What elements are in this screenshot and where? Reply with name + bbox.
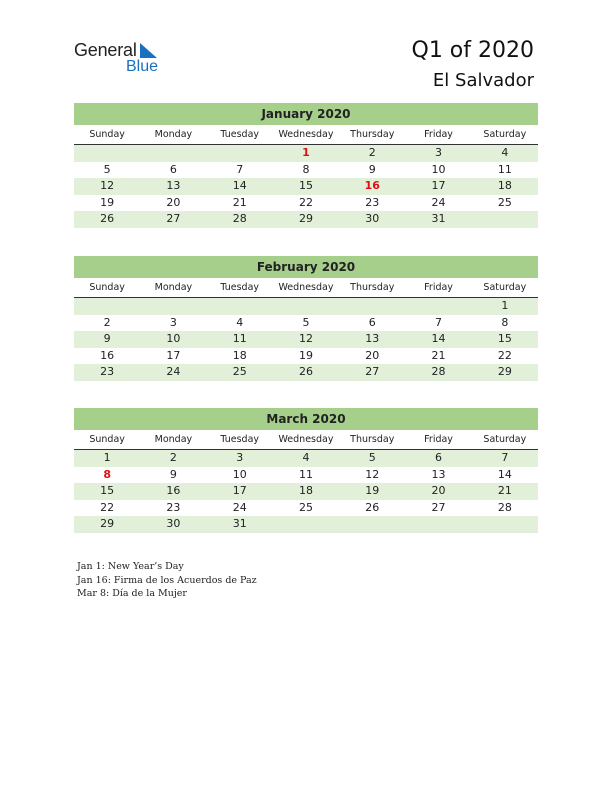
day-cell: 20 xyxy=(166,195,181,209)
day-cell: 10 xyxy=(431,162,446,176)
day-cell: 3 xyxy=(169,315,177,329)
day-cell: 29 xyxy=(298,212,313,226)
weekday-label: Monday xyxy=(154,434,193,445)
day-cell: 12 xyxy=(100,179,115,193)
day-cell: 8 xyxy=(103,467,111,481)
day-cell: 23 xyxy=(365,195,380,209)
month-january xyxy=(74,103,538,228)
day-cell: 22 xyxy=(100,500,115,514)
day-cell: 23 xyxy=(166,500,181,514)
day-cell: 14 xyxy=(431,332,446,346)
empty-day-cell xyxy=(405,516,471,533)
holiday-note: Mar 8: Día de la Mujer xyxy=(77,588,187,599)
page-title: Q1 of 2020 xyxy=(411,38,534,63)
day-cell: 7 xyxy=(435,315,443,329)
day-cell: 22 xyxy=(497,348,512,362)
day-cell: 5 xyxy=(103,162,111,176)
day-cell: 23 xyxy=(100,365,115,379)
day-cell: 3 xyxy=(236,451,244,464)
holiday-note: Jan 1: New Year’s Day xyxy=(77,561,184,572)
weekday-label: Thursday xyxy=(350,434,395,445)
week-row xyxy=(74,211,538,228)
day-cell: 11 xyxy=(497,162,512,176)
day-cell: 2 xyxy=(368,146,376,159)
empty-day-cell xyxy=(339,298,405,315)
day-cell: 6 xyxy=(368,315,376,329)
day-cell: 21 xyxy=(431,348,446,362)
month-header: March 2020 xyxy=(74,408,538,430)
day-cell: 2 xyxy=(103,315,111,329)
day-cell: 3 xyxy=(435,146,443,159)
weekday-label: Sunday xyxy=(89,434,125,445)
day-cell: 31 xyxy=(431,212,446,226)
weekday-row xyxy=(74,125,538,145)
weekday-label: Friday xyxy=(424,129,453,140)
weekday-label: Saturday xyxy=(483,129,527,140)
day-cell: 7 xyxy=(236,162,244,176)
day-cell: 20 xyxy=(431,484,446,498)
week-row xyxy=(74,331,538,348)
day-cell: 13 xyxy=(365,332,380,346)
day-cell: 10 xyxy=(166,332,181,346)
day-cell: 26 xyxy=(298,365,313,379)
day-cell: 2 xyxy=(169,451,177,464)
week-row xyxy=(74,298,538,315)
month-weeks xyxy=(74,298,538,381)
day-cell: 12 xyxy=(298,332,313,346)
day-cell: 26 xyxy=(365,500,380,514)
day-cell: 25 xyxy=(497,195,512,209)
day-cell: 27 xyxy=(431,500,446,514)
day-cell: 13 xyxy=(431,467,446,481)
week-row xyxy=(74,483,538,500)
day-cell: 5 xyxy=(302,315,310,329)
day-cell: 24 xyxy=(431,195,446,209)
empty-day-cell xyxy=(273,298,339,315)
day-cell: 6 xyxy=(435,451,443,464)
weekday-label: Monday xyxy=(154,282,193,293)
day-cell: 17 xyxy=(431,179,446,193)
logo-blue-text: Blue xyxy=(126,58,159,75)
weekday-label: Tuesday xyxy=(220,129,260,140)
day-cell: 1 xyxy=(103,451,111,464)
weekday-label: Saturday xyxy=(483,282,527,293)
day-cell: 6 xyxy=(169,162,177,176)
weekday-label: Sunday xyxy=(89,282,125,293)
day-cell: 20 xyxy=(365,348,380,362)
day-cell: 9 xyxy=(103,332,111,346)
day-cell: 1 xyxy=(302,146,310,159)
day-cell: 4 xyxy=(501,146,509,159)
weekday-label: Friday xyxy=(424,434,453,445)
day-cell: 4 xyxy=(236,315,244,329)
weekday-label: Sunday xyxy=(89,129,125,140)
weekday-label: Thursday xyxy=(350,129,395,140)
weekday-label: Saturday xyxy=(483,434,527,445)
day-cell: 25 xyxy=(232,365,247,379)
day-cell: 5 xyxy=(368,451,376,464)
day-cell: 10 xyxy=(232,467,247,481)
day-cell: 29 xyxy=(497,365,512,379)
day-cell: 26 xyxy=(100,212,115,226)
month-header: February 2020 xyxy=(74,256,538,278)
day-cell: 11 xyxy=(232,332,247,346)
weekday-label: Wednesday xyxy=(278,434,334,445)
day-cell: 8 xyxy=(302,162,310,176)
weekday-label: Friday xyxy=(424,282,453,293)
day-cell: 14 xyxy=(232,179,247,193)
day-cell: 18 xyxy=(497,179,512,193)
weekday-label: Wednesday xyxy=(278,129,334,140)
empty-day-cell xyxy=(207,145,273,162)
week-row xyxy=(74,162,538,179)
day-cell: 7 xyxy=(501,451,509,464)
empty-day-cell xyxy=(207,298,273,315)
empty-day-cell xyxy=(140,298,206,315)
weekday-label: Wednesday xyxy=(278,282,334,293)
empty-day-cell xyxy=(472,211,538,228)
day-cell: 30 xyxy=(166,517,181,531)
day-cell: 31 xyxy=(232,517,247,531)
weekday-row xyxy=(74,430,538,450)
day-cell: 9 xyxy=(368,162,376,176)
country-name: El Salvador xyxy=(432,70,534,91)
holiday-notes xyxy=(77,560,257,601)
day-cell: 17 xyxy=(232,484,247,498)
empty-day-cell xyxy=(140,145,206,162)
day-cell: 24 xyxy=(232,500,247,514)
day-cell: 24 xyxy=(166,365,181,379)
empty-day-cell xyxy=(405,298,471,315)
day-cell: 4 xyxy=(302,451,310,464)
week-row xyxy=(74,348,538,365)
month-header: January 2020 xyxy=(74,103,538,125)
day-cell: 18 xyxy=(232,348,247,362)
empty-day-cell xyxy=(74,145,140,162)
weekday-label: Monday xyxy=(154,129,193,140)
day-cell: 15 xyxy=(497,332,512,346)
logo-general-text: General xyxy=(74,40,137,60)
day-cell: 30 xyxy=(365,212,380,226)
week-row xyxy=(74,516,538,533)
day-cell: 19 xyxy=(365,484,380,498)
month-february xyxy=(74,256,538,381)
week-row xyxy=(74,467,538,484)
empty-day-cell xyxy=(74,298,140,315)
day-cell: 28 xyxy=(232,212,247,226)
week-row xyxy=(74,145,538,162)
day-cell: 27 xyxy=(166,212,181,226)
day-cell: 15 xyxy=(100,484,115,498)
day-cell: 16 xyxy=(166,484,181,498)
weekday-label: Tuesday xyxy=(220,434,260,445)
logo-triangle-icon xyxy=(140,43,157,58)
day-cell: 16 xyxy=(100,348,115,362)
day-cell: 25 xyxy=(298,500,313,514)
month-weeks xyxy=(74,145,538,228)
weekday-label: Thursday xyxy=(350,282,395,293)
empty-day-cell xyxy=(273,516,339,533)
weekday-row xyxy=(74,278,538,298)
week-row xyxy=(74,195,538,212)
day-cell: 19 xyxy=(298,348,313,362)
day-cell: 21 xyxy=(497,484,512,498)
week-row xyxy=(74,450,538,467)
day-cell: 29 xyxy=(100,517,115,531)
day-cell: 8 xyxy=(501,315,509,329)
empty-day-cell xyxy=(339,516,405,533)
week-row xyxy=(74,315,538,332)
day-cell: 14 xyxy=(497,467,512,481)
week-row xyxy=(74,364,538,381)
day-cell: 28 xyxy=(497,500,512,514)
holiday-note: Jan 16: Firma de los Acuerdos de Paz xyxy=(77,574,257,586)
day-cell: 13 xyxy=(166,179,181,193)
month-weeks xyxy=(74,450,538,533)
weekday-label: Tuesday xyxy=(220,282,260,293)
day-cell: 9 xyxy=(169,467,177,481)
day-cell: 12 xyxy=(365,467,380,481)
day-cell: 16 xyxy=(364,179,380,193)
day-cell: 18 xyxy=(298,484,313,498)
day-cell: 28 xyxy=(431,365,446,379)
week-row xyxy=(74,500,538,517)
week-row xyxy=(74,178,538,195)
day-cell: 22 xyxy=(298,195,313,209)
month-march xyxy=(74,408,538,533)
day-cell: 27 xyxy=(365,365,380,379)
day-cell: 19 xyxy=(100,195,115,209)
day-cell: 17 xyxy=(166,348,181,362)
day-cell: 11 xyxy=(298,467,313,481)
day-cell: 15 xyxy=(298,179,313,193)
empty-day-cell xyxy=(472,516,538,533)
day-cell: 21 xyxy=(232,195,247,209)
day-cell: 1 xyxy=(501,299,509,312)
